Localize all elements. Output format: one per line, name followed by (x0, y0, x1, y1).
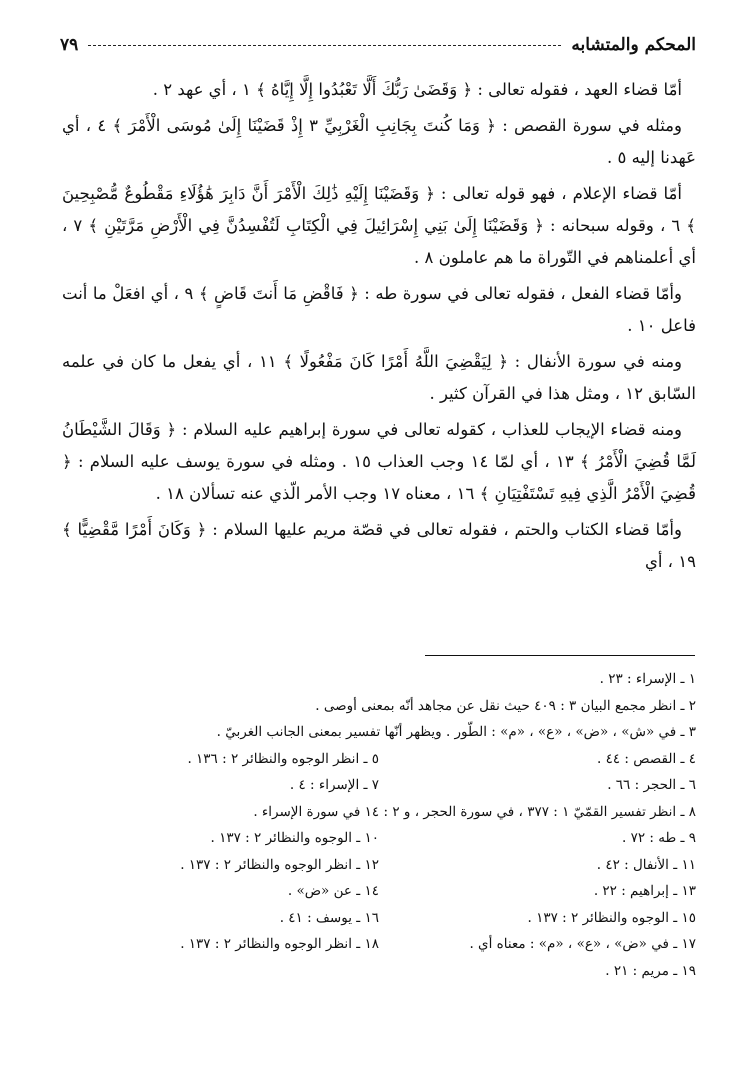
footnote-15: ١٥ ـ الوجوه والنظائر ٢ : ١٣٧ . (527, 909, 696, 926)
running-header (60, 32, 696, 58)
footnote-row (62, 931, 696, 958)
footnote-6: ٦ ـ الحجر : ٦٦ . (607, 777, 696, 793)
footnote-11: ١١ ـ الأنفال : ٤٢ . (596, 856, 696, 873)
footnote-13: ١٣ ـ إبراهيم : ٢٢ . (593, 883, 696, 899)
paragraph-decree: وأمّا قضاء الكتاب والحتم ، فقوله تعالى في قصّة مريم عليها السلام : ﴿ وَكَانَ أَمْرًا مَّقْضِيًّا ﴾ ١٩ ، أي (62, 520, 696, 571)
paragraph-informing: أمّا قضاء الإعلام ، فهو قوله تعالى : ﴿ وَقَضَيْنَا إِلَيْهِ ذَٰلِكَ الْأَمْرَ أَنَّ دَابِرَ هَٰؤُلَاءِ مَقْطُوعٌ مُّصْبِحِينَ ﴾ ٦ ، وقوله سبحانه : ﴿ وَقَضَيْنَا إِلَىٰ بَنِي إِسْرَائِيلَ فِي الْكِتَابِ لَتُفْسِدُنَّ فِي الْأَرْضِ مَرَّتَيْنِ ﴾ ٧ ، أي أعلمناهم في التّوراة ما هم عاملون ٨ . (62, 184, 696, 267)
footnote-17: ١٧ ـ في «ض» ، «ع» ، «م» : معناه أي . (469, 936, 696, 952)
footnote-row (62, 878, 696, 905)
footnote-18: ١٨ ـ انظر الوجوه والنظائر ٢ : ١٣٧ . (180, 936, 379, 952)
footnote-separator (425, 655, 695, 656)
paragraph-anfal: ومنه في سورة الأنفال : ﴿ لِيَقْضِيَ اللَّهُ أَمْرًا كَانَ مَفْعُولًا ﴾ ١١ ، أي يفعل ما كان في علمه السّابق ١٢ ، ومثل هذا في القرآن كثير . (62, 352, 696, 403)
header-rule (88, 45, 561, 46)
footnote-16: ١٦ ـ يوسف : ٤١ . (279, 909, 379, 926)
footnote-row (62, 852, 696, 879)
footnote-4: ٤ ـ القصص : ٤٤ . (597, 750, 696, 767)
footnote-9: ٩ ـ طه : ٧٢ . (621, 830, 696, 846)
footnote-5: ٥ ـ انظر الوجوه والنظائر ٢ : ١٣٦ . (187, 750, 379, 767)
paragraph-covenant: أمّا قضاء العهد ، فقوله تعالى : ﴿ وَقَضَىٰ رَبُّكَ أَلَّا تَعْبُدُوا إِلَّا إِيَّاهُ ﴾ ١ ، أي عهد ٢ . (152, 80, 682, 99)
footnotes (62, 666, 696, 984)
header-title: المحكم والمتشابه (571, 35, 696, 55)
footnote-3: ٣ ـ في «ش» ، «ض» ، «ع» ، «م» : الطّور . ويظهر أنّها تفسير بمعنى الجانب الغربيّ . (216, 724, 696, 740)
footnote-row (62, 905, 696, 932)
paragraph-punishment: ومنه قضاء الإيجاب للعذاب ، كقوله تعالى في سورة إبراهيم عليه السلام : ﴿ وَقَالَ الشَّيْطَانُ لَمَّا قُضِيَ الْأَمْرُ ﴾ ١٣ ، أي لمّا ١٤ وجب العذاب ١٥ . ومثله في سورة يوسف عليه السلام : ﴿ قُضِيَ الْأَمْرُ الَّذِي فِيهِ تَسْتَفْتِيَانِ ﴾ ١٦ ، معناه ١٧ وجب الأمر الّذي عنه تسألان ١٨ . (62, 420, 696, 503)
footnote-1: ١ ـ الإسراء : ٢٣ . (599, 671, 696, 687)
paragraph-action: وأمّا قضاء الفعل ، فقوله تعالى في سورة طه : ﴿ فَاقْضِ مَا أَنتَ قَاضٍ ﴾ ٩ ، أي افعَلْ ما أنت فاعل ١٠ . (62, 284, 696, 335)
footnote-row (62, 746, 696, 773)
footnote-10: ١٠ ـ الوجوه والنظائر ٢ : ١٣٧ . (210, 830, 379, 846)
footnote-row (62, 772, 696, 799)
page-number: ٧٩ (60, 35, 79, 55)
footnote-14: ١٤ ـ عن «ض» . (287, 883, 379, 899)
footnote-row (62, 825, 696, 852)
main-text (62, 74, 696, 582)
footnote-8: ٨ ـ انظر تفسير القمّيّ ١ : ٣٧٧ ، في سورة الحجر ، و ٢ : ١٤ في سورة الإسراء . (253, 803, 696, 820)
footnote-7: ٧ ـ الإسراء : ٤ . (289, 777, 379, 793)
paragraph-qasas: ومثله في سورة القصص : ﴿ وَمَا كُنتَ بِجَانِبِ الْغَرْبِيِّ ٣ إِذْ قَضَيْنَا إِلَىٰ مُوسَى الْأَمْرَ ﴾ ٤ ، أي عَهدنا إليه ٥ . (62, 116, 696, 167)
footnote-12: ١٢ ـ انظر الوجوه والنظائر ٢ : ١٣٧ . (180, 856, 379, 873)
footnote-19: ١٩ ـ مريم : ٢١ . (605, 962, 696, 979)
footnote-2: ٢ ـ انظر مجمع البيان ٣ : ٤٠٩ حيث نقل عن مجاهد أنّه بمعنى أوصى . (315, 697, 696, 714)
